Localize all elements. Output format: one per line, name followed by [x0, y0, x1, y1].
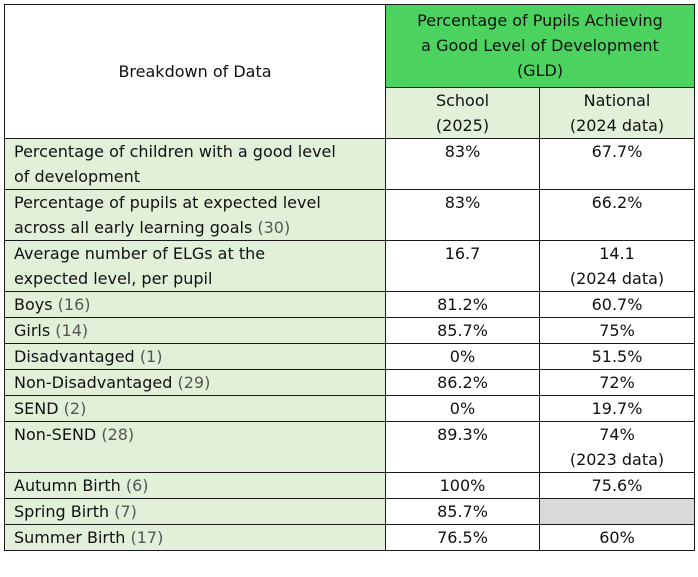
row-label-line: Non-Disadvantaged (29)	[14, 373, 211, 392]
school-value: 0%	[449, 399, 476, 418]
school-value-cell	[386, 370, 540, 396]
table-row	[5, 318, 695, 344]
school-value-cell	[386, 422, 540, 473]
header-gld-line-3: (GLD)	[516, 61, 564, 81]
national-value: 60.7%	[591, 295, 643, 314]
national-value: 19.7%	[591, 399, 643, 418]
gld-data-table	[4, 4, 695, 551]
table-row	[5, 499, 695, 525]
row-label-line: of development	[14, 167, 141, 186]
school-value: 89.3%	[437, 425, 488, 444]
national-value: 14.1	[599, 244, 635, 263]
row-label-line: Girls (14)	[14, 321, 89, 340]
row-label	[5, 525, 386, 551]
row-label	[5, 499, 386, 525]
national-value: 66.2%	[591, 193, 643, 212]
school-value-cell	[386, 499, 540, 525]
header-gld-line-1: Percentage of Pupils Achieving	[417, 11, 663, 31]
school-value: 83%	[444, 142, 481, 161]
table-row	[5, 473, 695, 499]
national-value: 67.7%	[591, 142, 643, 161]
table-row	[5, 396, 695, 422]
subheader-school	[386, 87, 540, 138]
national-value-cell	[540, 344, 695, 370]
row-label-line: Disadvantaged (1)	[14, 347, 163, 366]
national-value-cell	[540, 473, 695, 499]
row-label	[5, 318, 386, 344]
table-row	[5, 344, 695, 370]
header-breakdown-of-data	[5, 5, 386, 139]
row-label	[5, 396, 386, 422]
row-label	[5, 344, 386, 370]
row-label-line: Percentage of pupils at expected level	[14, 193, 321, 212]
national-value-cell	[540, 241, 695, 292]
row-label-line: Summer Birth (17)	[14, 528, 164, 547]
school-value-cell	[386, 292, 540, 318]
table-row	[5, 525, 695, 551]
school-value: 16.7	[444, 244, 481, 263]
school-value: 76.5%	[437, 528, 488, 547]
row-label-line: expected level, per pupil	[14, 269, 213, 288]
row-count: (6)	[125, 476, 149, 495]
national-value: (2023 data)	[569, 450, 665, 469]
header-breakdown-label: Breakdown of Data	[118, 62, 272, 81]
national-value: 75.6%	[591, 476, 643, 495]
row-count: (17)	[130, 528, 164, 547]
table-row	[5, 422, 695, 473]
national-value-cell	[540, 422, 695, 473]
national-value: 74%	[599, 425, 635, 444]
national-value-empty-cell	[540, 499, 695, 525]
school-value-cell	[386, 190, 540, 241]
row-label	[5, 139, 386, 190]
national-value: (2024 data)	[569, 269, 665, 288]
national-value: 51.5%	[591, 347, 643, 366]
table-row	[5, 370, 695, 396]
national-value-cell	[540, 525, 695, 551]
row-count: (28)	[101, 425, 135, 444]
school-value-cell	[386, 396, 540, 422]
row-label-line: Percentage of children with a good level	[14, 142, 336, 161]
row-count: (30)	[257, 218, 291, 237]
row-count: (16)	[57, 295, 91, 314]
subheader-national-line-2: (2024 data)	[569, 115, 665, 135]
row-label-line: Average number of ELGs at the	[14, 244, 266, 263]
row-label-line: Autumn Birth (6)	[14, 476, 149, 495]
header-gld	[386, 5, 695, 88]
subheader-national-line-1: National	[583, 90, 651, 110]
row-label-line: Non-SEND (28)	[14, 425, 135, 444]
national-value-cell	[540, 318, 695, 344]
row-count: (29)	[177, 373, 211, 392]
subheader-school-line-1: School	[435, 90, 490, 110]
row-label	[5, 241, 386, 292]
row-label-line: Boys (16)	[14, 295, 91, 314]
school-value-cell	[386, 139, 540, 190]
row-label	[5, 190, 386, 241]
national-value-cell	[540, 396, 695, 422]
school-value-cell	[386, 318, 540, 344]
school-value-cell	[386, 241, 540, 292]
row-count: (7)	[114, 502, 137, 521]
national-value-cell	[540, 139, 695, 190]
school-value: 83%	[444, 193, 481, 212]
school-value-cell	[386, 525, 540, 551]
subheader-national	[540, 87, 695, 138]
gld-data-table-wrapper	[4, 4, 695, 551]
row-label	[5, 370, 386, 396]
row-count: (1)	[139, 347, 163, 366]
row-label	[5, 292, 386, 318]
table-row	[5, 292, 695, 318]
row-label-line: across all early learning goals (30)	[14, 218, 291, 237]
school-value: 81.2%	[437, 295, 488, 314]
school-value: 86.2%	[437, 373, 488, 392]
row-count: (2)	[63, 399, 87, 418]
table-row	[5, 241, 695, 292]
national-value-cell	[540, 292, 695, 318]
national-value-cell	[540, 190, 695, 241]
school-value: 85.7%	[437, 502, 488, 521]
row-count: (14)	[55, 321, 89, 340]
row-label	[5, 473, 386, 499]
school-value: 0%	[449, 347, 476, 366]
national-value: 60%	[599, 528, 635, 547]
national-value: 72%	[599, 373, 635, 392]
subheader-school-line-2: (2025)	[435, 115, 490, 135]
row-label	[5, 422, 386, 473]
row-label-line: SEND (2)	[14, 399, 87, 418]
school-value-cell	[386, 473, 540, 499]
row-label-line: Spring Birth (7)	[14, 502, 137, 521]
table-row	[5, 190, 695, 241]
school-value: 85.7%	[437, 321, 488, 340]
national-value: 75%	[599, 321, 635, 340]
table-row	[5, 139, 695, 190]
school-value: 100%	[439, 476, 486, 495]
school-value-cell	[386, 344, 540, 370]
national-value-cell	[540, 370, 695, 396]
header-gld-line-2: a Good Level of Development	[421, 36, 659, 56]
